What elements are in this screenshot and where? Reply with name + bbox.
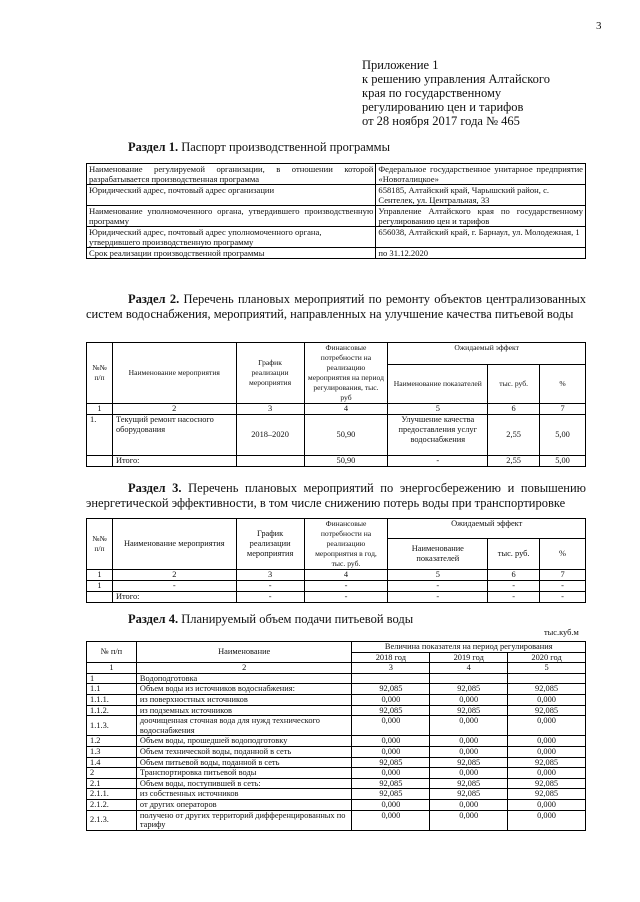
total-indicator: -: [388, 456, 488, 467]
row-value: 0,000: [352, 694, 430, 705]
section4-heading: [128, 612, 413, 627]
row-value: 0,000: [352, 768, 430, 779]
row-name: получено от других территорий дифференцированных по тарифу: [136, 810, 352, 830]
table-cell: 656038, Алтайский край, г. Барнаул, ул. Молодежная, 1: [376, 227, 586, 248]
col-number: 4: [304, 404, 388, 415]
table-row: [87, 746, 586, 757]
header-year: 2018 год: [352, 652, 430, 663]
row-num: 2.1: [87, 778, 137, 789]
col-number: 5: [388, 570, 488, 581]
column-number-row: [87, 404, 586, 415]
header-indicator: Наименование показателей: [388, 539, 488, 570]
row-value: 92,085: [508, 705, 586, 716]
row-value: [352, 673, 430, 684]
header-percent: %: [540, 539, 586, 570]
column-number-row: [87, 570, 586, 581]
row-schedule: -: [236, 581, 304, 592]
table-cell: Управление Алтайского края по государственному регулированию цен и тарифов: [376, 206, 586, 227]
col-number: 6: [488, 570, 540, 581]
row-percent: -: [540, 581, 586, 592]
row-num: 1: [87, 673, 137, 684]
row-num: 2.1.3.: [87, 810, 137, 830]
header-effect: Ожидаемый эффект: [388, 343, 586, 365]
header-value-group: Величина показателя на период регулирования: [352, 642, 586, 653]
col-number: 2: [112, 570, 236, 581]
table-row: [87, 789, 586, 800]
row-value: [508, 673, 586, 684]
table-row: [87, 581, 586, 592]
row-finance: -: [304, 581, 388, 592]
table-cell: Срок реализации производственной программы: [87, 248, 376, 259]
section2-label: Раздел 2.: [128, 292, 180, 306]
table-row: [87, 778, 586, 789]
header-thousand-rub: тыс. руб.: [488, 539, 540, 570]
table-cell: 658185, Алтайский край, Чарышский район, с. Сентелек, ул. Центральная, 33: [376, 185, 586, 206]
header-name: Наименование: [136, 642, 352, 663]
row-value: 0,000: [352, 736, 430, 747]
header-percent: %: [540, 365, 586, 404]
col-number: 1: [87, 663, 137, 674]
col-number: 7: [540, 404, 586, 415]
row-value: 0,000: [430, 746, 508, 757]
col-number: 2: [112, 404, 236, 415]
header-name: Наименование мероприятия: [112, 519, 236, 570]
row-value: 92,085: [430, 757, 508, 768]
row-name: Объем воды, прошедшей водоподготовку: [136, 736, 352, 747]
section3-title: Перечень плановых мероприятий по энергосбережению и повышению энергетической эффективности, в том числе снижению потерь воды при транспортировке: [86, 481, 587, 510]
appendix-line: к решению управления Алтайского: [362, 72, 550, 86]
appendix-line: Приложение 1: [362, 58, 439, 72]
row-value: 92,085: [352, 705, 430, 716]
section4-label: Раздел 4.: [128, 612, 179, 626]
total-num: [87, 592, 113, 603]
row-value: 0,000: [352, 746, 430, 757]
table-cell: Наименование регулируемой организации, в отношении которой разрабатывается производственная программа: [87, 164, 376, 185]
col-number: 1: [87, 570, 113, 581]
row-value: 0,000: [430, 768, 508, 779]
appendix-line: от 28 ноября 2017 года № 465: [362, 114, 520, 128]
appendix-header: [362, 58, 550, 128]
water-supply-volume-table: [86, 641, 586, 831]
table-row: [87, 799, 586, 810]
row-num: 1.1: [87, 684, 137, 695]
energy-saving-table: [86, 518, 586, 603]
appendix-line: края по государственному: [362, 86, 502, 100]
row-num: 2: [87, 768, 137, 779]
row-name: Водоподготовка: [136, 673, 352, 684]
row-num: 1.4: [87, 757, 137, 768]
row-name: Объем воды, поступившей в сеть:: [136, 778, 352, 789]
row-name: Текущий ремонт насосного оборудования: [112, 415, 236, 456]
row-indicator: -: [388, 581, 488, 592]
col-number: 3: [236, 570, 304, 581]
total-indicator: -: [388, 592, 488, 603]
col-number: 3: [236, 404, 304, 415]
table-row: [87, 810, 586, 830]
header-schedule: График реализации мероприятия: [236, 343, 304, 404]
col-number: 3: [352, 663, 430, 674]
total-label: Итого:: [112, 456, 236, 467]
col-number: 5: [508, 663, 586, 674]
table-row: [87, 705, 586, 716]
column-number-row: [87, 663, 586, 674]
table-row: [87, 757, 586, 768]
appendix-line: регулированию цен и тарифов: [362, 100, 524, 114]
repair-measures-table: [86, 342, 586, 467]
row-num: 1: [87, 581, 113, 592]
row-num: 1.2: [87, 736, 137, 747]
section2-title: Перечень плановых мероприятий по ремонту объектов централизованных систем водоснабжения, мероприятий, направленных на улучшение качества питьевой воды: [86, 292, 586, 321]
section2-heading: [86, 292, 586, 322]
table-total-row: [87, 456, 586, 467]
table-row: [87, 736, 586, 747]
row-value: 92,085: [352, 684, 430, 695]
col-number: 2: [136, 663, 352, 674]
row-value: 0,000: [508, 736, 586, 747]
row-value: 0,000: [352, 810, 430, 830]
table-header-row: [87, 642, 586, 653]
header-indicator: Наименование показателей: [388, 365, 488, 404]
total-num: [87, 456, 113, 467]
table-header-row: [87, 519, 586, 539]
header-name: Наименование мероприятия: [112, 343, 236, 404]
row-name: -: [112, 581, 236, 592]
row-value: 0,000: [430, 694, 508, 705]
row-value: 0,000: [430, 716, 508, 736]
unit-label: тыс.куб.м: [544, 628, 579, 637]
table-row: [87, 716, 586, 736]
row-value: 0,000: [508, 810, 586, 830]
row-name: из собственных источников: [136, 789, 352, 800]
table-row: [87, 694, 586, 705]
table-cell: по 31.12.2020: [376, 248, 586, 259]
total-label: Итого:: [112, 592, 236, 603]
row-value: 92,085: [430, 778, 508, 789]
total-thousand-rub: 2,55: [488, 456, 540, 467]
row-num: 2.1.2.: [87, 799, 137, 810]
table-row: [87, 415, 586, 456]
header-finance: Финансовые потребности на реализацию мероприятия в год, тыс. руб.: [304, 519, 388, 570]
row-name: Объем питьевой воды, поданной в сеть: [136, 757, 352, 768]
row-value: 92,085: [508, 684, 586, 695]
row-value: 92,085: [430, 789, 508, 800]
row-value: 92,085: [352, 789, 430, 800]
total-schedule: [236, 456, 304, 467]
table-header-row: [87, 343, 586, 365]
row-value: [430, 673, 508, 684]
table-row: [87, 227, 586, 248]
row-value: 92,085: [430, 705, 508, 716]
row-value: 0,000: [430, 799, 508, 810]
table-row: [87, 768, 586, 779]
table-total-row: [87, 592, 586, 603]
row-num: 2.1.1.: [87, 789, 137, 800]
total-finance: 50,90: [304, 456, 388, 467]
total-schedule: -: [236, 592, 304, 603]
col-number: 1: [87, 404, 113, 415]
row-value: 0,000: [508, 746, 586, 757]
passport-table: [86, 163, 586, 259]
section3-heading: [86, 481, 586, 511]
row-num: 1.: [87, 415, 113, 456]
row-value: 0,000: [352, 799, 430, 810]
section4-title: Планируемый объем подачи питьевой воды: [181, 612, 414, 626]
row-value: 92,085: [430, 684, 508, 695]
table-row: [87, 206, 586, 227]
row-num: 1.1.1.: [87, 694, 137, 705]
row-value: 0,000: [508, 694, 586, 705]
row-value: 0,000: [508, 799, 586, 810]
header-num: № п/п: [87, 642, 137, 663]
section3-label: Раздел 3.: [128, 481, 182, 495]
row-schedule: 2018–2020: [236, 415, 304, 456]
table-row: [87, 164, 586, 185]
row-name: Объем технической воды, поданной в сеть: [136, 746, 352, 757]
table-row: [87, 673, 586, 684]
row-value: 92,085: [508, 778, 586, 789]
row-value: 92,085: [352, 778, 430, 789]
col-number: 7: [540, 570, 586, 581]
row-value: 0,000: [508, 716, 586, 736]
table-row: [87, 185, 586, 206]
header-schedule: График реализации мероприятия: [236, 519, 304, 570]
header-year: 2020 год: [508, 652, 586, 663]
total-finance: -: [304, 592, 388, 603]
row-num: 1.1.3.: [87, 716, 137, 736]
header-num: №№ п/п: [87, 343, 113, 404]
table-row: [87, 684, 586, 695]
table-cell: Федеральное государственное унитарное предприятие «Новоталицкое»: [376, 164, 586, 185]
section1-title: Паспорт производственной программы: [181, 140, 390, 154]
row-thousand-rub: 2,55: [488, 415, 540, 456]
row-name: Транспортировка питьевой воды: [136, 768, 352, 779]
row-indicator: Улучшение качества предоставления услуг водоснабжения: [388, 415, 488, 456]
header-num: №№ п/п: [87, 519, 113, 570]
row-name: доочищенная сточная вода для нужд технического водоснабжения: [136, 716, 352, 736]
row-value: 92,085: [508, 789, 586, 800]
total-thousand-rub: -: [488, 592, 540, 603]
col-number: 5: [388, 404, 488, 415]
table-row: [87, 248, 586, 259]
row-value: 0,000: [430, 810, 508, 830]
row-value: 92,085: [508, 757, 586, 768]
row-value: 92,085: [352, 757, 430, 768]
section1-heading: [128, 140, 390, 155]
row-num: 1.3: [87, 746, 137, 757]
row-name: из подземных источников: [136, 705, 352, 716]
col-number: 4: [304, 570, 388, 581]
table-cell: Наименование уполномоченного органа, утвердившего производственную программу: [87, 206, 376, 227]
total-percent: -: [540, 592, 586, 603]
row-value: 0,000: [430, 736, 508, 747]
row-finance: 50,90: [304, 415, 388, 456]
page-number: 3: [596, 20, 602, 32]
section1-label: Раздел 1.: [128, 140, 179, 154]
total-percent: 5,00: [540, 456, 586, 467]
col-number: 6: [488, 404, 540, 415]
row-value: 0,000: [352, 716, 430, 736]
header-effect: Ожидаемый эффект: [388, 519, 586, 539]
row-num: 1.1.2.: [87, 705, 137, 716]
row-percent: 5,00: [540, 415, 586, 456]
table-cell: Юридический адрес, почтовый адрес уполномоченного органа, утвердившего производственную программу: [87, 227, 376, 248]
col-number: 4: [430, 663, 508, 674]
row-name: из поверхностных источников: [136, 694, 352, 705]
header-finance: Финансовые потребности на реализацию мероприятия на период регулирования, тыс. руб: [304, 343, 388, 404]
row-name: от других операторов: [136, 799, 352, 810]
header-thousand-rub: тыс. руб.: [488, 365, 540, 404]
row-value: 0,000: [508, 768, 586, 779]
table-cell: Юридический адрес, почтовый адрес организации: [87, 185, 376, 206]
row-name: Объем воды из источников водоснабжения:: [136, 684, 352, 695]
row-thousand-rub: -: [488, 581, 540, 592]
header-year: 2019 год: [430, 652, 508, 663]
